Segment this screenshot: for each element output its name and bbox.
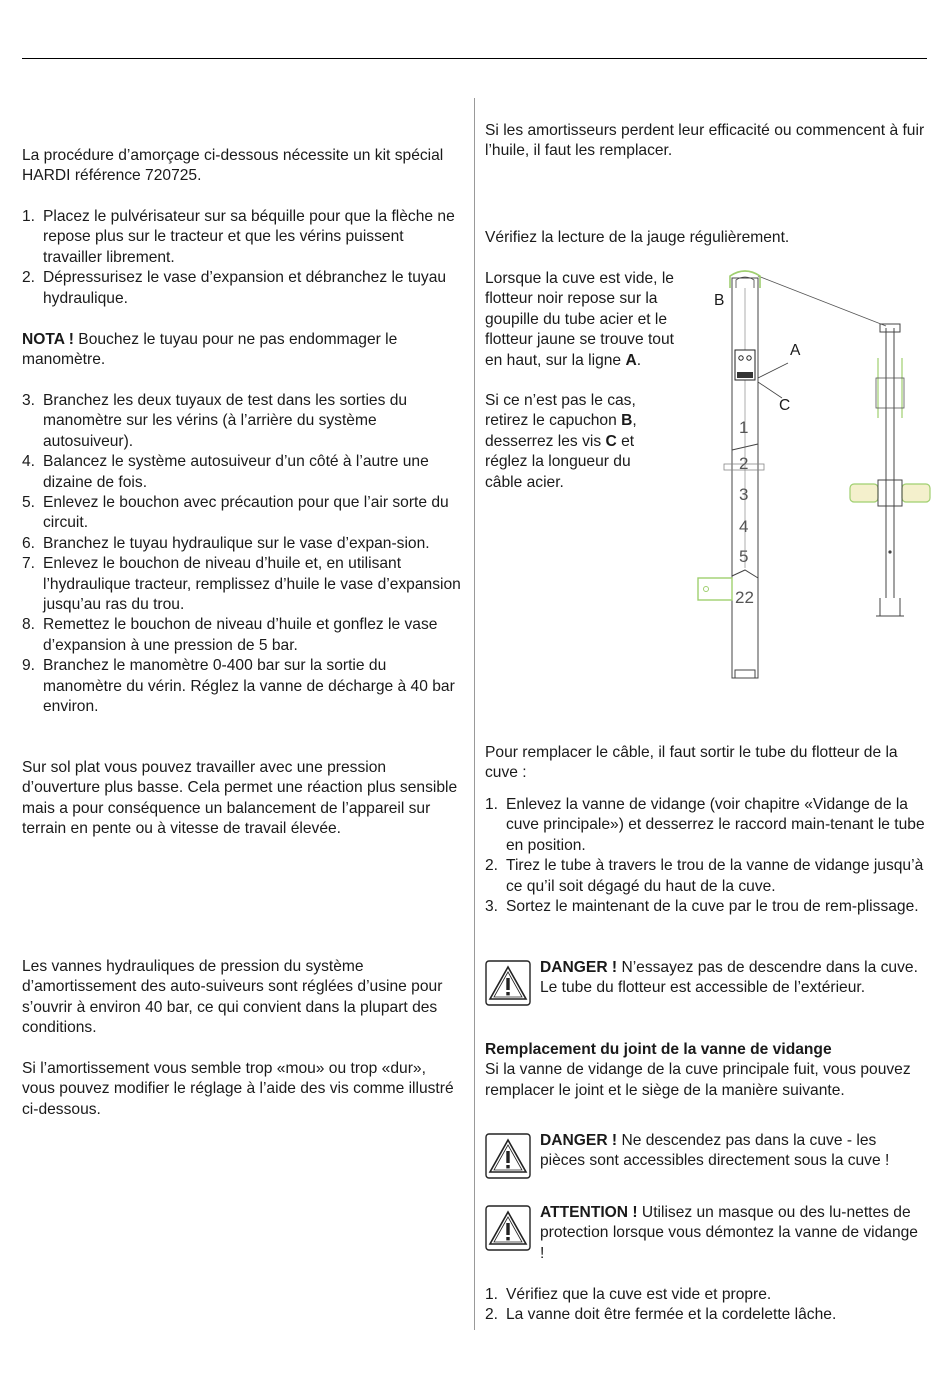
scale-mark: 22 (735, 588, 754, 607)
seal-section (485, 1040, 925, 1101)
list-item: 9. Branchez le manomètre 0-400 bar sur la sortie du manomètre du vérin. Réglez la vanne de décharge à 40 bar environ. (22, 657, 455, 716)
list-item: 7. Enlevez le bouchon de niveau d’huile et, en utilisant l’hydraulique tracteur, remplissez d’huile le vase d’expansion jusqu’au ras du trou. (22, 555, 461, 614)
warning-triangle-icon (485, 1205, 531, 1251)
list-item: 2. La vanne doit être fermée et la cordelette lâche. (485, 1306, 837, 1324)
scale-mark: 3 (739, 485, 749, 504)
adjust-paragraph: Si ce n’est pas le cas, retirez le capuchon B, desserrez les vis C et réglez la longueur du câble acier. (485, 392, 637, 491)
list-item: 2. Dépressurisez le vase d’expansion et débranchez le tuyau hydraulique. (22, 269, 447, 307)
scale-mark: 5 (739, 547, 749, 566)
danger-notice-1 (485, 958, 925, 1020)
list-item: 3. Sortez le maintenant de la cuve par le trou de rem-plissage. (485, 898, 919, 916)
callout-a: A (790, 342, 801, 359)
final-steps-list (485, 1285, 925, 1326)
scale-mark: 2 (739, 454, 749, 473)
attention-notice (485, 1203, 925, 1265)
column-divider (474, 98, 475, 1330)
list-item: 8. Remettez le bouchon de niveau d’huile et gonflez le vase d’expansion à une pression de 5 bar. (22, 616, 438, 654)
scale-mark: 4 (739, 517, 749, 536)
list-item: 4. Balancez le système autosuiveur d’un côté à l’autre une dizaine de fois. (22, 453, 429, 491)
soft-hard-paragraph: Si l’amortissement vous semble trop «mou» ou trop «dur», vous pouvez modifier le réglage à l’aide des vis comme illustré ci-dessous. (22, 1060, 454, 1118)
intro-paragraph: La procédure d’amorçage ci-dessous nécessite un kit spécial HARDI référence 720725. (22, 147, 444, 185)
cable-steps-list (485, 795, 925, 917)
seal-heading: Remplacement du joint de la vanne de vidange (485, 1041, 832, 1058)
replace-cable-paragraph: Pour remplacer le câble, il faut sortir le tube du flotteur de la cuve : (485, 744, 898, 782)
list-item: 3. Branchez les deux tuyaux de test dans les sorties du manomètre sur les vérins (à l’arrière du système autosuiveur). (22, 392, 408, 450)
list-item: 5. Enlevez le bouchon avec précaution pour que l’air sorte du circuit. (22, 494, 449, 532)
list-item: 6. Branchez le tuyau hydraulique sur le vase d’expan-sion. (22, 534, 430, 552)
list-item: 1. Placez le pulvérisateur sur sa béquille pour que la flèche ne repose plus sur le tracteur et que les vérins puissent travailler librement. (22, 208, 455, 266)
danger-text-1: DANGER ! N’essayez pas de descendre dans la cuve. Le tube du flotteur est accessible de l’extérieur. (540, 959, 918, 997)
danger-notice-2 (485, 1131, 925, 1193)
danger-text-2: DANGER ! Ne descendez pas dans la cuve - les pièces sont accessibles directement sous la cuve ! (540, 1132, 890, 1170)
valves-paragraph: Les vannes hydrauliques de pression du système d’amortissement des auto-suiveurs sont réglées d’usine pour s’ouvrir à environ 40 bar, ce qui convient dans la plupart des conditions. (22, 958, 443, 1037)
empty-tank-paragraph: Lorsque la cuve est vide, le flotteur noir repose sur la goupille du tube acier et le flotteur jaune se trouve tout en haut, sur la ligne A. (485, 270, 674, 369)
warning-triangle-icon (485, 960, 531, 1006)
gauge-drawing (690, 268, 940, 688)
attention-text: ATTENTION ! Utilisez un masque ou des lu-nettes de protection lorsque vous démontez la vanne de vidange ! (540, 1204, 918, 1262)
flat-ground-paragraph: Sur sol plat vous pouvez travailler avec une pression d’ouverture plus basse. Cela permet une réaction plus sensible mais a pour conséquence un balancement de l’appareil sur terrain en pente ou à vitesse de travail élevée. (22, 759, 458, 838)
float-gauge-figure (690, 268, 940, 688)
steps-list-a (22, 207, 462, 309)
list-item: 1. Vérifiez que la cuve est vide et propre. (485, 1286, 772, 1303)
seal-text: Si la vanne de vidange de la cuve principale fuit, vous pouvez remplacer le joint et le siège de la manière suivante. (485, 1061, 911, 1099)
callout-c: C (779, 397, 791, 414)
steps-list-b (22, 391, 462, 718)
list-item: 2. Tirez le tube à travers le trou de la vanne de vidange jusqu’à ce qu’il soit dégagé du haut de la cuve. (485, 857, 924, 895)
callout-b: B (714, 292, 725, 309)
shocks-paragraph: Si les amortisseurs perdent leur efficacité ou commencent à fuir l’huile, il faut les remplacer. (485, 122, 925, 160)
nota-paragraph: NOTA ! Bouchez le tuyau pour ne pas endommager le manomètre. (22, 331, 398, 369)
gauge-check-paragraph: Vérifiez la lecture de la jauge régulièrement. (485, 229, 790, 246)
warning-triangle-icon (485, 1133, 531, 1179)
scale-mark: 1 (739, 418, 749, 437)
list-item: 1. Enlevez la vanne de vidange (voir chapitre «Vidange de la cuve principale») et desserrez le raccord main-tenant le tube en position. (485, 796, 925, 854)
top-rule (22, 58, 927, 59)
